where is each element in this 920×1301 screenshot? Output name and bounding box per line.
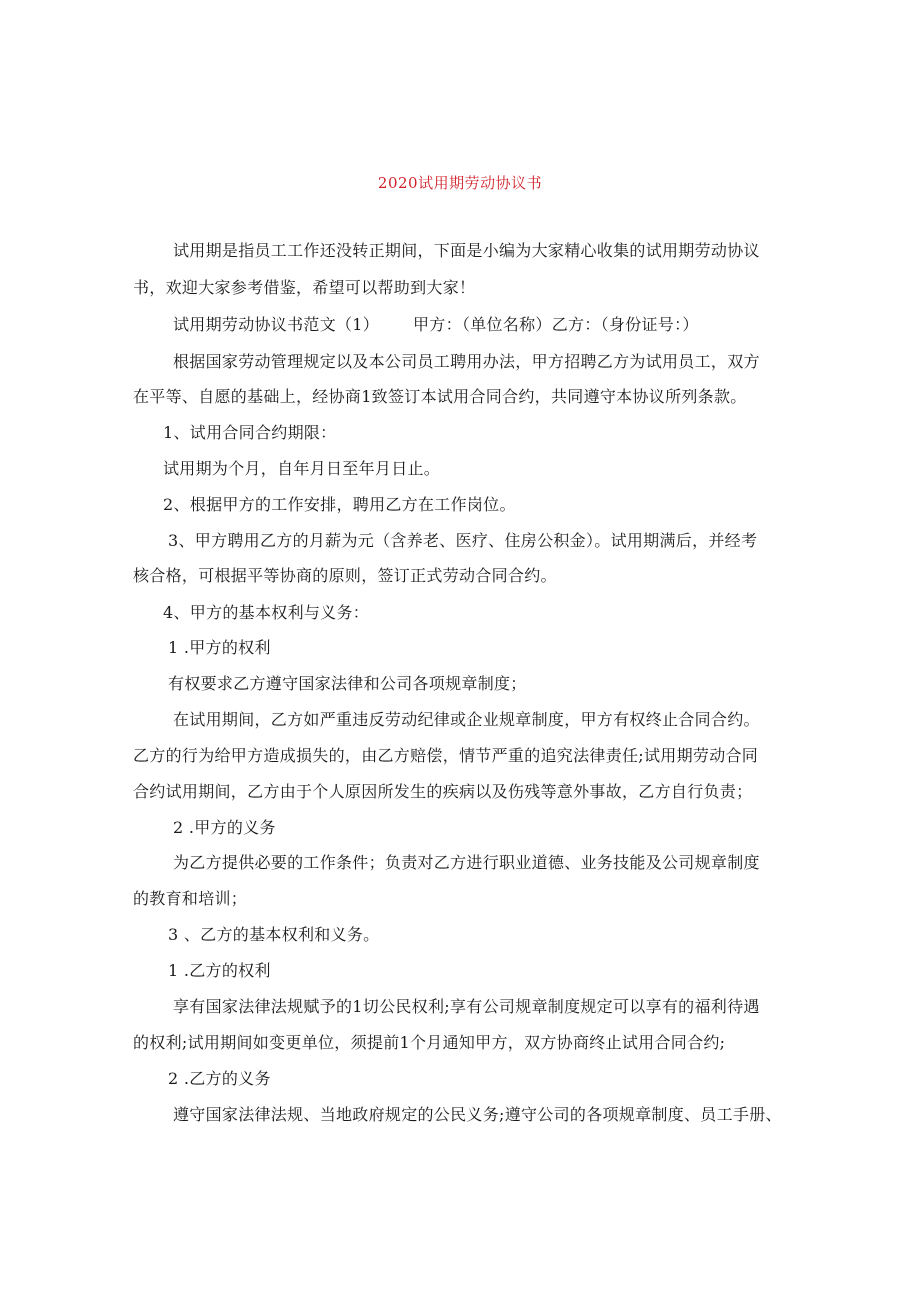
paragraph-line: 1、试用合同合约期限：: [163, 423, 337, 442]
paragraph-line: 试用期是指员工工作还没转正期间，下面是小编为大家精心收集的试用期劳动协议: [173, 241, 760, 260]
paragraph-line: 书，欢迎大家参考借鉴，希望可以帮助到大家！: [133, 278, 476, 297]
paragraph-line: 根据国家劳动管理规定以及本公司员工聘用办法，甲方招聘乙方为试用员工，双方: [173, 352, 760, 371]
paragraph-line: 试用期劳动协议书范文（1）: [173, 315, 380, 334]
paragraph-line: 合约试用期间，乙方由于个人原因所发生的疾病以及伤残等意外事故，乙方自行负责；: [133, 782, 753, 801]
paragraph-line: 在平等、自愿的基础上，经协商1致签订本试用合同合约，共同遵守本协议所列条款。: [133, 387, 747, 406]
paragraph-line: 的权利;试用期间如变更单位，须提前1个月通知甲方，双方协商终止试用合同合约;: [133, 1033, 726, 1052]
paragraph-line: 在试用期间，乙方如严重违反劳动纪律或企业规章制度，甲方有权终止合同合约。: [173, 710, 760, 729]
paragraph-line: 核合格，可根据平等协商的原则，签订正式劳动合同合约。: [133, 566, 557, 585]
paragraph-line: 为乙方提供必要的工作条件；负责对乙方进行职业道德、业务技能及公司规章制度: [173, 853, 760, 872]
paragraph-line: 3、甲方聘用乙方的月薪为元（含养老、医疗、住房公积金）。试用期满后，并经考: [168, 531, 758, 550]
paragraph-line: 的教育和培训；: [133, 889, 248, 908]
paragraph-line: 遵守国家法律法规、当地政府规定的公民义务;遵守公司的各项规章制度、员工手册、: [173, 1105, 782, 1124]
paragraph-line: 2 .乙方的义务: [168, 1069, 271, 1088]
paragraph-line: 试用期为个月，自年月日至年月日止。: [163, 459, 441, 478]
paragraph-line: 享有国家法律法规赋予的1切公民权利;享有公司规章制度规定可以享有的福利待遇: [173, 997, 760, 1016]
document-title: 2020试用期劳动协议书: [377, 174, 543, 192]
paragraph-line: 2、根据甲方的工作安排，聘用乙方在工作岗位。: [163, 495, 516, 514]
paragraph-line: 1 .甲方的权利: [168, 638, 271, 657]
paragraph-line: 1 .乙方的权利: [168, 961, 271, 980]
paragraph-line: 3 、乙方的基本权利和义务。: [168, 925, 380, 944]
paragraph-line: 4、甲方的基本权利与义务：: [163, 603, 370, 622]
paragraph-line: 乙方的行为给甲方造成损失的，由乙方赔偿，情节严重的追究法律责任;试用期劳动合同: [133, 746, 759, 765]
paragraph-line: 2 .甲方的义务: [173, 818, 276, 837]
paragraph-line: 甲方：（单位名称）乙方：（身份证号：）: [413, 315, 699, 334]
paragraph-line: 有权要求乙方遵守国家法律和公司各项规章制度；: [168, 674, 527, 693]
